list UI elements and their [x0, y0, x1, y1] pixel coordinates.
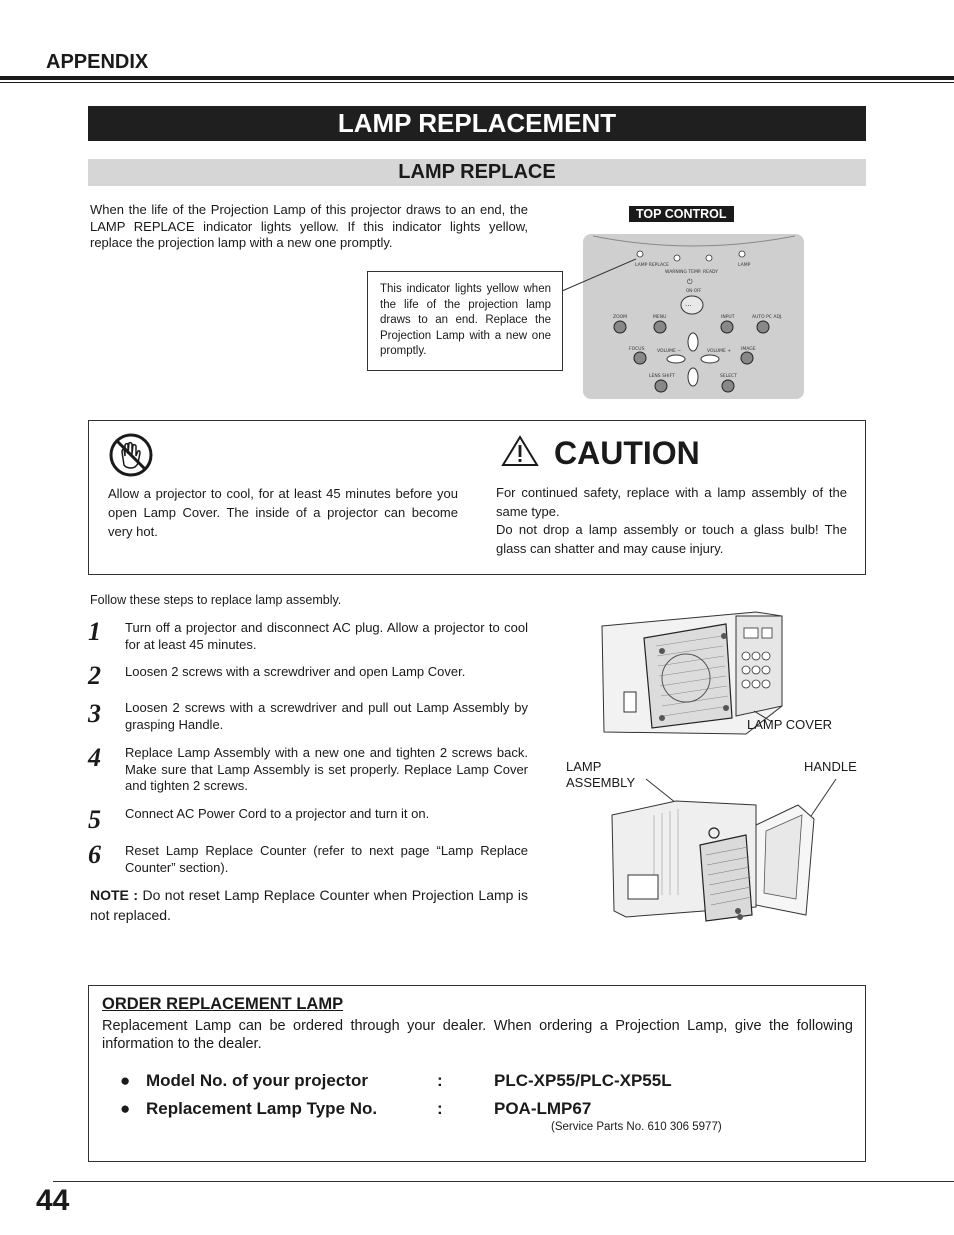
svg-text:···: ··· — [685, 302, 692, 310]
order-row-sep: : — [437, 1099, 443, 1118]
step-text: Replace Lamp Assembly with a new one and tighten 2 screws back. Make sure that Lamp Assembly is set properly. Replace Lamp Cover and tighten 2 screws. — [125, 745, 528, 793]
panel-label-ready: READY — [703, 270, 719, 275]
note-label: NOTE : — [90, 887, 138, 903]
bullet-icon: ● — [120, 1099, 131, 1118]
intro-paragraph: When the life of the Projection Lamp of this projector draws to an end, the LAMP REPLACE indicator lights yellow. If this indicator lights yellow, replace the projection lamp with a new one promptly. — [90, 202, 528, 250]
step-text: Reset Lamp Replace Counter (refer to next page “Lamp Replace Counter” section). — [125, 843, 528, 875]
panel-label-zoom: ZOOM — [613, 315, 628, 320]
page-number: 44 — [36, 1184, 70, 1217]
note-text: Do not reset Lamp Replace Counter when Projection Lamp is not replaced. — [90, 887, 528, 923]
panel-label-input: INPUT — [721, 315, 735, 320]
caution-heading: CAUTION — [554, 435, 700, 471]
panel-label-image: IMAGE — [741, 347, 756, 352]
lamp-assembly-label-line-1: LAMP — [566, 759, 602, 774]
panel-label-warning: WARNING TEMP. — [665, 270, 702, 275]
steps-intro: Follow these steps to replace lamp assembly. — [90, 593, 342, 607]
step-text: Turn off a projector and disconnect AC plug. Allow a projector to cool for at least 45 minutes. — [125, 620, 528, 652]
header-rule — [0, 76, 954, 80]
panel-label-volume-plus: VOLUME + — [707, 349, 732, 354]
order-row-label: Replacement Lamp Type No. — [146, 1099, 378, 1118]
panel-label-lamp-replace: LAMP REPLACE — [635, 263, 669, 268]
bullet-icon: ● — [120, 1071, 131, 1090]
projector-lamp-assembly-illustration — [606, 775, 840, 935]
panel-label-lens-shift: LENS SHIFT — [649, 374, 675, 379]
handle-label: HANDLE — [804, 759, 857, 774]
order-title: ORDER REPLACEMENT LAMP — [102, 995, 344, 1013]
step-number: 5 — [88, 805, 101, 834]
note — [90, 886, 528, 925]
panel-label-select: SELECT — [720, 374, 737, 379]
lamp-assembly-label-line-2: ASSEMBLY — [566, 775, 636, 790]
panel-label-on-off: ON-OFF — [686, 288, 702, 293]
page-title: LAMP REPLACEMENT — [88, 106, 866, 141]
step-number: 3 — [88, 699, 101, 728]
caution-text-line-2: Do not drop a lamp assembly or touch a glass bulb! The glass can shatter and may cause injury. — [496, 522, 847, 556]
power-symbol-icon: ⏻ — [687, 278, 693, 286]
order-row-sep: : — [437, 1071, 443, 1090]
step-number: 4 — [88, 743, 101, 772]
header-rule-thin — [0, 82, 954, 83]
order-row-value: PLC-XP55/PLC-XP55L — [494, 1071, 672, 1090]
step-number: 1 — [88, 617, 101, 646]
cool-down-warning: Allow a projector to cool, for at least 45 minutes before you open Lamp Cover. The inside of a projector can become very hot. — [108, 486, 458, 539]
section-subtitle: LAMP REPLACE — [88, 159, 866, 186]
callout-leader-line — [560, 255, 640, 295]
lamp-cover-label: LAMP COVER — [747, 717, 833, 732]
no-touch-hand-icon — [107, 432, 155, 478]
panel-label-lamp: LAMP — [738, 263, 751, 268]
step-text: Loosen 2 screws with a screwdriver and pull out Lamp Assembly by grasping Handle. — [125, 700, 528, 732]
service-parts-number: (Service Parts No. 610 306 5977) — [551, 1121, 722, 1133]
indicator-callout: This indicator lights yellow when the life of the projection lamp draws to an end. Replace the Projection Lamp with a new one promptly. — [367, 271, 563, 371]
step-text: Loosen 2 screws with a screwdriver and open Lamp Cover. — [125, 664, 466, 679]
caution-text-line-1: For continued safety, replace with a lamp assembly of the same type. — [496, 485, 847, 519]
section-heading: APPENDIX — [46, 51, 149, 73]
order-row-value: POA-LMP67 — [494, 1099, 592, 1118]
panel-label-focus: FOCUS — [629, 347, 645, 352]
panel-label-menu: MENU — [653, 315, 667, 320]
warning-triangle-icon — [500, 434, 540, 468]
order-text: Replacement Lamp can be ordered through your dealer. When ordering a Projection Lamp, give the following information to the dealer. — [102, 1018, 853, 1052]
panel-label-volume-minus: VOLUME − — [657, 349, 682, 354]
step-text: Connect AC Power Cord to a projector and turn it on. — [125, 806, 430, 821]
step-number: 6 — [88, 840, 101, 869]
top-control-label: TOP CONTROL — [629, 206, 734, 222]
step-number: 2 — [88, 661, 101, 690]
footer-rule — [53, 1181, 954, 1182]
panel-label-auto-pc: AUTO PC ADJ. — [752, 315, 783, 320]
order-row-label: Model No. of your projector — [146, 1071, 368, 1090]
caution-text — [496, 484, 847, 558]
